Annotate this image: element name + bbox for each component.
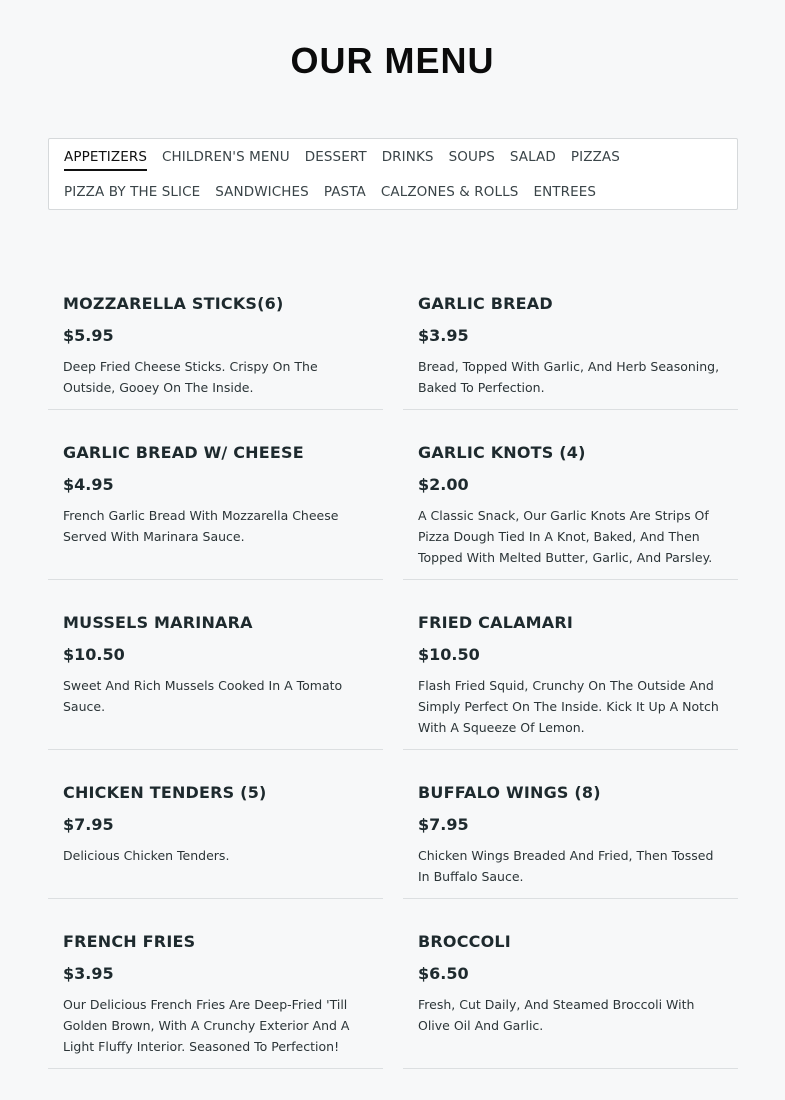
item-name: MOZZARELLA STICKS(6) xyxy=(63,294,284,313)
menu-item xyxy=(48,932,383,1069)
item-name: GARLIC KNOTS (4) xyxy=(418,443,586,462)
item-price: $3.95 xyxy=(418,326,469,345)
menu-item xyxy=(48,613,383,750)
item-description: Fresh, Cut Daily, And Steamed Broccoli With Olive Oil And Garlic. xyxy=(418,997,695,1033)
menu-item xyxy=(403,294,738,410)
tab-dessert[interactable]: DESSERT xyxy=(304,149,367,165)
tab-calzones-rolls[interactable]: CALZONES & ROLLS xyxy=(380,184,519,200)
tab-row-1 xyxy=(64,147,722,182)
tab-childrens-menu[interactable]: CHILDREN'S MENU xyxy=(162,149,290,165)
tab-soups[interactable]: SOUPS xyxy=(448,149,495,165)
item-description: Delicious Chicken Tenders. xyxy=(63,848,230,863)
item-name: CHICKEN TENDERS (5) xyxy=(63,783,267,802)
tab-salad[interactable]: SALAD xyxy=(509,149,556,165)
menu-item xyxy=(403,932,738,1069)
item-description: Deep Fried Cheese Sticks. Crispy On The Outside, Gooey On The Inside. xyxy=(63,359,318,395)
item-price: $5.95 xyxy=(63,326,114,345)
item-price: $4.95 xyxy=(63,475,114,494)
tab-appetizers[interactable]: APPETIZERS xyxy=(64,147,147,171)
menu-item xyxy=(48,294,383,410)
item-price: $10.50 xyxy=(418,645,480,664)
item-price: $7.95 xyxy=(418,815,469,834)
item-name: BROCCOLI xyxy=(418,932,511,951)
item-price: $2.00 xyxy=(418,475,469,494)
item-price: $3.95 xyxy=(63,964,114,983)
item-name: GARLIC BREAD xyxy=(418,294,553,313)
item-description: French Garlic Bread With Mozzarella Cheese Served With Marinara Sauce. xyxy=(63,508,339,544)
menu-category-tabs xyxy=(48,138,738,210)
item-price: $7.95 xyxy=(63,815,114,834)
menu-item xyxy=(48,783,383,899)
item-name: MUSSELS MARINARA xyxy=(63,613,253,632)
menu-item xyxy=(403,613,738,750)
item-description: Sweet And Rich Mussels Cooked In A Tomato Sauce. xyxy=(63,678,343,714)
item-description: Chicken Wings Breaded And Fried, Then Tossed In Buffalo Sauce. xyxy=(418,848,714,884)
page-title: OUR MENU xyxy=(290,40,495,81)
item-name: GARLIC BREAD W/ CHEESE xyxy=(63,443,304,462)
menu-item xyxy=(48,443,383,580)
item-name: BUFFALO WINGS (8) xyxy=(418,783,601,802)
item-description: Our Delicious French Fries Are Deep-Fried 'Till Golden Brown, With A Crunchy Exterior And A Light Fluffy Interior. Seasoned To Perfection! xyxy=(63,997,350,1054)
item-description: A Classic Snack, Our Garlic Knots Are Strips Of Pizza Dough Tied In A Knot, Baked, And Then Topped With Melted Butter, Garlic, And Parsley. xyxy=(418,508,713,565)
item-description: Bread, Topped With Garlic, And Herb Seasoning, Baked To Perfection. xyxy=(418,359,720,395)
menu-item xyxy=(403,443,738,580)
tab-pasta[interactable]: PASTA xyxy=(323,184,366,200)
tab-sandwiches[interactable]: SANDWICHES xyxy=(215,184,309,200)
item-price: $6.50 xyxy=(418,964,469,983)
tab-row-2 xyxy=(64,182,722,217)
tab-drinks[interactable]: DRINKS xyxy=(381,149,434,165)
tab-pizza-by-the-slice[interactable]: PIZZA BY THE SLICE xyxy=(64,184,201,200)
menu-item xyxy=(403,783,738,899)
tab-pizzas[interactable]: PIZZAS xyxy=(570,149,620,165)
item-price: $10.50 xyxy=(63,645,125,664)
item-name: FRIED CALAMARI xyxy=(418,613,574,632)
item-description: Flash Fried Squid, Crunchy On The Outside And Simply Perfect On The Inside. Kick It Up A Notch With A Squeeze Of Lemon. xyxy=(418,678,719,735)
tab-entrees[interactable]: ENTREES xyxy=(533,184,597,200)
item-name: FRENCH FRIES xyxy=(63,932,196,951)
